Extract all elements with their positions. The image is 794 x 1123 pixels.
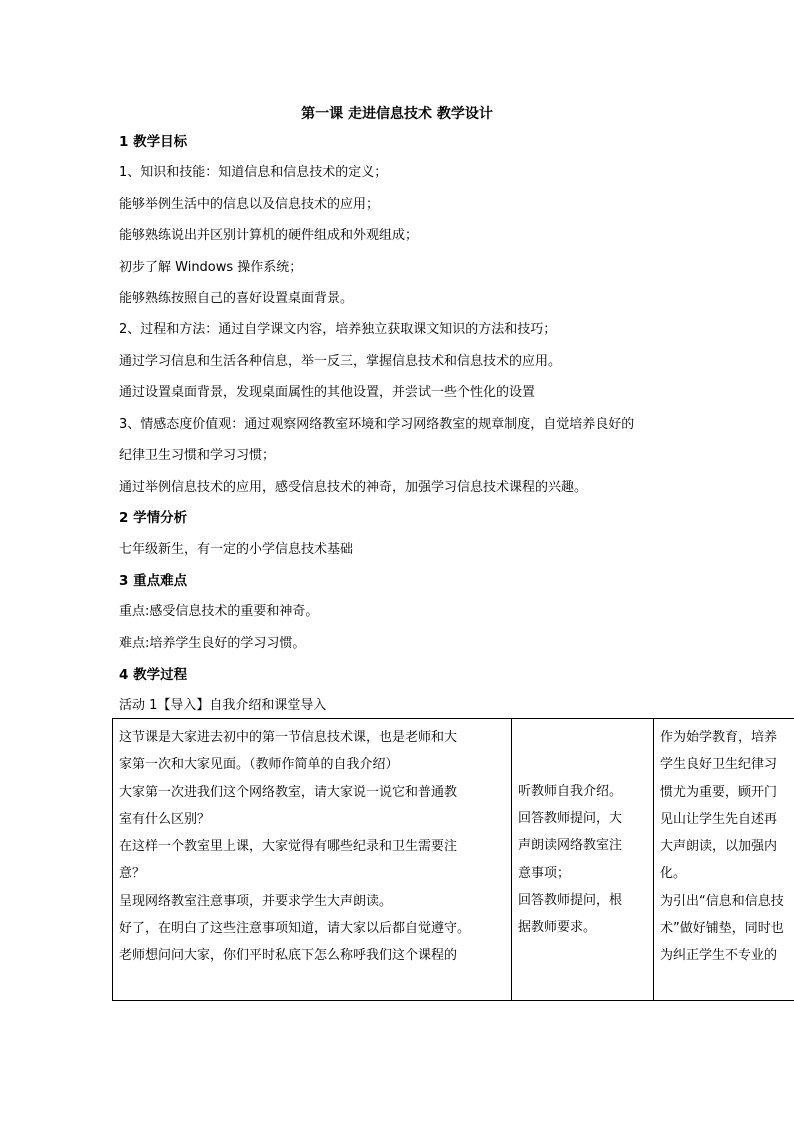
heading-teaching-goals: 1 教学目标 [119,134,188,150]
difficulty-line: 难点:培养学生良好的学习习惯。 [119,636,306,651]
teacher-line: 意？ [119,866,146,882]
intent-line: 惯尤为重要，顾开门 [660,784,778,800]
student-line: 意事项； [518,865,571,881]
student-activity-cell [512,719,654,1001]
analysis-line: 七年级新生，有一定的小学信息技术基础 [119,542,354,557]
activity-table [112,718,794,1001]
goal-line: 1、知识和技能：知道信息和信息技术的定义； [119,165,388,180]
heading-learner-analysis: 2 学情分析 [119,510,188,526]
goal-line: 初步了解 Windows 操作系统； [119,260,303,275]
teacher-line: 在这样一个教室里上课，大家觉得有哪些纪录和卫生需要注 [119,839,458,855]
intent-line: 见山让学生先自述再 [660,811,778,827]
document-title: 第一课 走进信息技术 教学设计 [301,106,493,122]
goal-line: 2、过程和方法：通过自学课文内容，培养独立获取课文知识的方法和技巧； [119,322,557,337]
teacher-line: 家第一次和大家见面。（教师作简单的自我介绍） [119,757,399,773]
design-intent-cell [654,719,794,1001]
intent-line: 作为始学教育，培养 [660,730,778,745]
goal-line: 能够举例生活中的信息以及信息技术的应用； [119,197,380,212]
student-line: 回答教师提问，根 [518,892,623,908]
intent-line: 大声朗读，以加强内 [660,839,778,855]
intent-line: 为纠正学生不专业的 [660,948,778,964]
goal-line: 3、情感态度价值观：通过观察网络教室环境和学习网络教室的规章制度，自觉培养良好的 [119,417,635,432]
student-line: 回答教师提问，大 [518,810,623,826]
teacher-line: 大家第一次进我们这个网络教室，请大家说一说它和普通教 [119,784,458,800]
intent-line: 术”做好铺垫，同时也 [660,921,784,937]
intent-line: 化。 [660,866,687,882]
teacher-line: 呈现网络教室注意事项，并要求学生大声朗读。 [119,893,393,909]
heading-key-points: 3 重点难点 [119,573,188,589]
intent-line: 学生良好卫生纪律习 [660,757,778,773]
teacher-line: 室有什么区别？ [119,811,211,827]
student-line: 听教师自我介绍。 [518,783,623,799]
heading-teaching-process: 4 教学过程 [119,667,188,683]
goal-line: 纪律卫生习惯和学习习惯； [119,448,276,463]
table-row [113,719,794,1001]
teacher-line: 好了，在明白了这些注意事项知道，请大家以后都自觉遵守。 [119,921,471,937]
key-point-line: 重点:感受信息技术的重要和神奇。 [119,604,319,619]
intent-line: 为引出“信息和信息技 [660,893,784,909]
teacher-activity-cell [113,719,512,1001]
teacher-line: 这节课是大家进去初中的第一节信息技术课，也是老师和大 [119,730,458,745]
goal-line: 能够熟练说出并区别计算机的硬件组成和外观组成； [119,228,419,243]
goal-line: 通过学习信息和生活各种信息，举一反三，掌握信息技术和信息技术的应用。 [119,354,562,369]
student-line: 据教师要求。 [518,920,597,936]
goal-line: 通过设置桌面背景，发现桌面属性的其他设置，并尝试一些个性化的设置 [119,385,536,400]
goal-line: 能够熟练按照自己的喜好设置桌面背景。 [119,291,354,306]
teacher-line: 老师想问问大家，你们平时私底下怎么称呼我们这个课程的 [119,948,458,964]
student-line: 声朗读网络教室注 [518,838,623,854]
activity-title: 活动 1【导入】自我介绍和课堂导入 [119,698,327,713]
goal-line: 通过举例信息技术的应用，感受信息技术的神奇，加强学习信息技术课程的兴趣。 [119,480,588,495]
